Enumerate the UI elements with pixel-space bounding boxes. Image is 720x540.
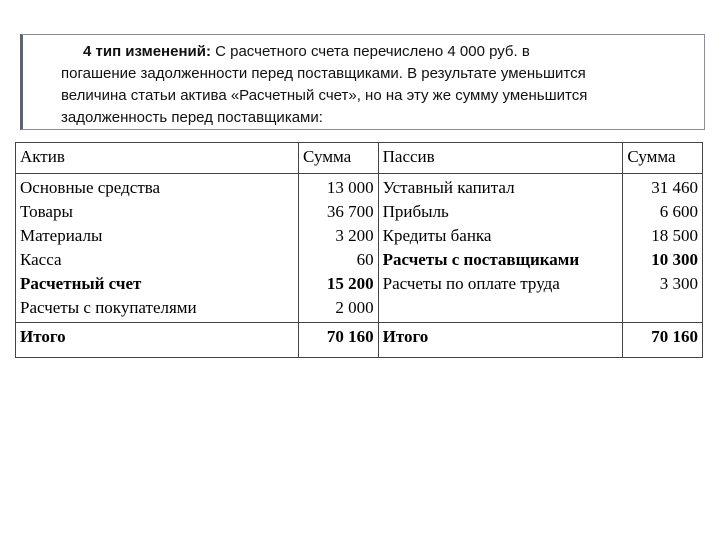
liability-item-value: 3 300	[659, 274, 698, 293]
asset-item-name: Товары	[20, 202, 73, 221]
total-aktiv-sum: 70 160	[299, 323, 379, 358]
description-line-2: погашение задолженности перед поставщиками. В результате уменьшится	[61, 65, 586, 82]
description-line-1-rest: С расчетного счета перечислено 4 000 руб. в	[210, 43, 530, 60]
header-sum-passiv: Сумма	[623, 143, 703, 174]
liability-item-value: 31 460	[651, 178, 698, 197]
description-line-4: задолженность перед поставщиками:	[61, 109, 323, 126]
header-sum-aktiv: Сумма	[299, 143, 379, 174]
asset-names-cell	[16, 174, 299, 323]
change-type-label: 4 тип изменений:	[83, 43, 211, 60]
description-box	[20, 34, 705, 130]
liability-values-cell	[623, 174, 703, 323]
total-aktiv-label: Итого	[16, 323, 299, 358]
description-line-3: величина статьи актива «Расчетный счет», но на эту же сумму уменьшится	[61, 87, 588, 104]
liability-item-name: Кредиты банка	[382, 226, 492, 245]
liability-item-value: 6 600	[659, 202, 698, 221]
asset-item-name: Материалы	[20, 226, 103, 245]
liability-item-name: Расчеты с поставщиками	[382, 250, 580, 269]
liability-item-name: Уставный капитал	[382, 178, 515, 197]
asset-values-cell	[299, 174, 379, 323]
asset-item-value: 36 700	[326, 202, 374, 221]
table-body-row	[16, 174, 703, 323]
asset-item-value: 60	[356, 250, 374, 269]
asset-item-name: Касса	[20, 250, 62, 269]
table-header-row	[16, 143, 703, 174]
description-line-1	[61, 41, 690, 63]
asset-item-name: Расчеты с покупателями	[20, 298, 197, 317]
balance-sheet-table	[15, 142, 703, 358]
liability-item-value: 10 300	[651, 250, 698, 269]
asset-item-value: 13 000	[326, 178, 374, 197]
liability-item-value: 18 500	[651, 226, 698, 245]
header-aktiv: Актив	[16, 143, 299, 174]
asset-item-value: 2 000	[335, 298, 374, 317]
asset-item-value: 15 200	[326, 274, 374, 293]
header-passiv: Пассив	[378, 143, 623, 174]
liability-item-name: Прибыль	[382, 202, 449, 221]
asset-item-value: 3 200	[335, 226, 374, 245]
liability-names-cell	[378, 174, 623, 323]
liability-item-name: Расчеты по оплате труда	[382, 274, 560, 293]
asset-item-name: Основные средства	[20, 178, 161, 197]
total-passiv-sum: 70 160	[623, 323, 703, 358]
table-total-row	[16, 323, 703, 358]
asset-item-name: Расчетный счет	[20, 274, 142, 293]
total-passiv-label: Итого	[378, 323, 623, 358]
